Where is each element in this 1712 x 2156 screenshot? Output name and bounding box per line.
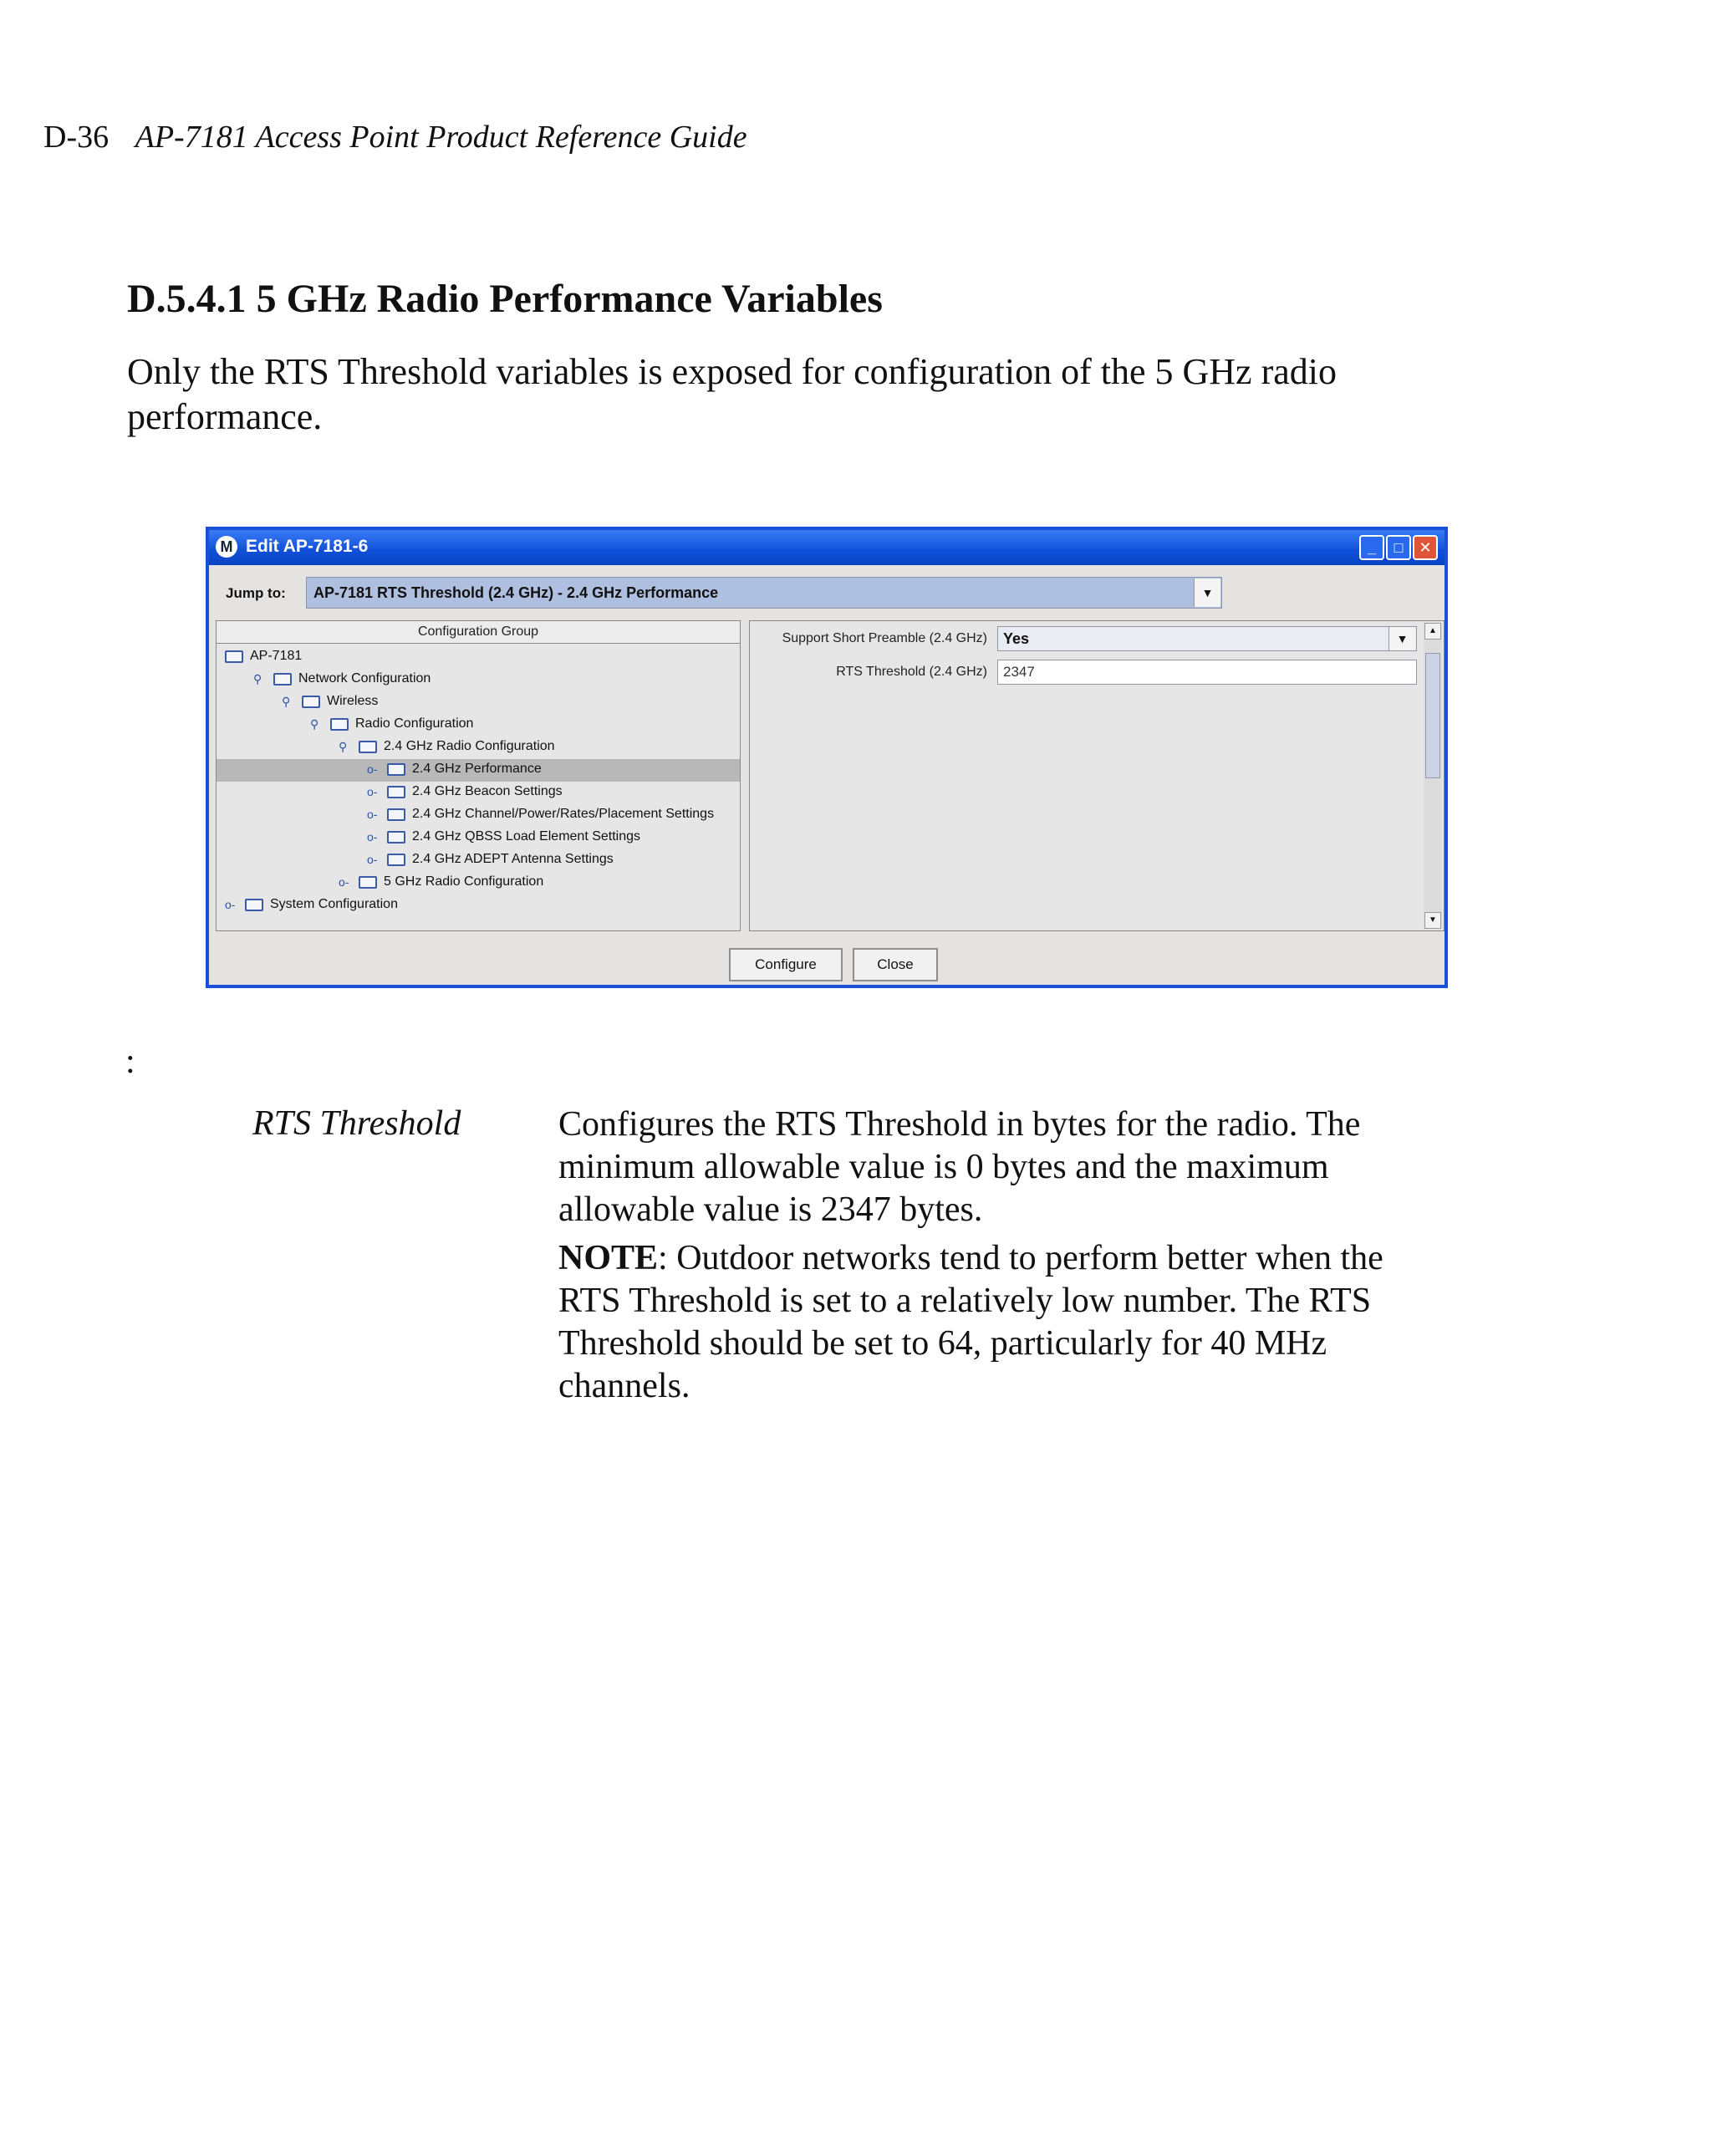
tree-node-label: AP-7181 xyxy=(250,649,303,663)
close-button[interactable]: Close xyxy=(853,948,938,981)
jump-to-select[interactable] xyxy=(306,577,1222,609)
tree-header: Configuration Group xyxy=(217,621,740,644)
tree-node[interactable] xyxy=(217,804,740,827)
preamble-label: Support Short Preamble (2.4 GHz) xyxy=(782,631,987,645)
tree-node[interactable] xyxy=(217,827,740,849)
tree-toggle-icon[interactable]: ⚲ xyxy=(253,672,262,686)
edit-dialog-screenshot xyxy=(206,527,1448,988)
definition-note xyxy=(558,1237,1428,1408)
tree-node-label: System Configuration xyxy=(270,897,398,911)
jump-to-label: Jump to: xyxy=(226,585,286,601)
folder-icon xyxy=(387,854,405,866)
motorola-logo-icon: M xyxy=(216,536,237,558)
folder-icon xyxy=(387,786,405,798)
tree-node-label: 2.4 GHz ADEPT Antenna Settings xyxy=(412,852,614,866)
note-text: : Outdoor networks tend to perform better when the RTS Threshold is set to a relatively low number. The RTS Threshold should be set to 64, particularly for 40 MHz channels. xyxy=(558,1239,1383,1405)
folder-icon xyxy=(387,763,405,776)
tree-node-label: 2.4 GHz Radio Configuration xyxy=(384,739,555,753)
properties-scrollbar[interactable] xyxy=(1424,623,1442,929)
tree-node-label: 2.4 GHz QBSS Load Element Settings xyxy=(412,829,641,844)
tree-node[interactable] xyxy=(217,737,740,759)
tree-node-label: Wireless xyxy=(327,694,379,708)
section-title: D.5.4.1 5 GHz Radio Performance Variables xyxy=(127,277,883,321)
close-icon[interactable]: ✕ xyxy=(1413,535,1438,560)
tree-node[interactable] xyxy=(217,669,740,691)
chevron-down-icon[interactable]: ▼ xyxy=(1388,627,1415,650)
scroll-thumb[interactable] xyxy=(1425,653,1440,778)
definition-description: Configures the RTS Threshold in bytes for the radio. The minimum allowable value is 0 bytes and the maximum allowable value is 2347 bytes. xyxy=(558,1105,1361,1229)
tree-node-label: 2.4 GHz Beacon Settings xyxy=(412,784,563,798)
folder-icon xyxy=(273,673,292,686)
properties-panel xyxy=(749,620,1444,931)
folder-icon xyxy=(330,718,349,731)
tree-node[interactable] xyxy=(217,714,740,737)
scroll-down-icon[interactable]: ▼ xyxy=(1424,912,1441,929)
chevron-down-icon[interactable]: ▼ xyxy=(1194,579,1220,607)
rts-threshold-input[interactable] xyxy=(997,660,1417,685)
folder-icon xyxy=(359,741,377,753)
tree-toggle-icon[interactable]: ⚲ xyxy=(282,695,291,708)
preamble-value: Yes xyxy=(1003,630,1030,647)
jump-to-value: AP-7181 RTS Threshold (2.4 GHz) - 2.4 GHz Performance xyxy=(313,584,719,601)
intro-paragraph: Only the RTS Threshold variables is exposed for configuration of the 5 GHz radio performance. xyxy=(127,351,1337,437)
tree-node[interactable] xyxy=(217,849,740,872)
folder-icon xyxy=(245,899,263,911)
tree-toggle-icon[interactable]: o- xyxy=(367,853,378,866)
tree-node-label: Network Configuration xyxy=(298,671,431,686)
tree-node[interactable] xyxy=(217,872,740,895)
tree-node-label: 2.4 GHz Performance xyxy=(412,762,542,776)
tree-node[interactable] xyxy=(217,895,740,917)
dialog-titlebar xyxy=(209,530,1444,565)
page-header xyxy=(43,119,747,155)
folder-icon xyxy=(387,808,405,821)
maximize-icon[interactable]: □ xyxy=(1386,535,1411,560)
folder-icon xyxy=(302,696,320,708)
tree-toggle-icon[interactable]: o- xyxy=(367,808,378,821)
tree-toggle-icon[interactable]: ⚲ xyxy=(310,717,319,731)
preamble-select[interactable] xyxy=(997,626,1417,651)
tree-toggle-icon[interactable]: o- xyxy=(367,830,378,844)
configure-button[interactable]: Configure xyxy=(729,948,843,981)
tree-node[interactable] xyxy=(217,691,740,714)
minimize-icon[interactable]: _ xyxy=(1359,535,1384,560)
note-label: NOTE xyxy=(558,1239,659,1277)
tree-toggle-icon[interactable]: o- xyxy=(367,762,378,776)
tree-node[interactable] xyxy=(217,782,740,804)
scroll-up-icon[interactable]: ▲ xyxy=(1424,623,1441,640)
guide-title: AP-7181 Access Point Product Reference Guide xyxy=(135,120,747,155)
tree-toggle-icon[interactable]: o- xyxy=(367,785,378,798)
tree-toggle-icon[interactable]: o- xyxy=(339,875,349,889)
tree-node-label: 2.4 GHz Channel/Power/Rates/Placement Settings xyxy=(412,807,715,821)
definition-term: RTS Threshold xyxy=(252,1104,461,1143)
tree-toggle-icon[interactable]: o- xyxy=(225,898,236,911)
tree-node[interactable] xyxy=(217,759,740,782)
tree-node[interactable] xyxy=(217,646,740,669)
page-number: D-36 xyxy=(43,120,110,155)
tree-node-label: 5 GHz Radio Configuration xyxy=(384,874,544,889)
tree-toggle-icon[interactable]: ⚲ xyxy=(339,740,348,753)
folder-icon xyxy=(359,876,377,889)
dialog-title: Edit AP-7181-6 xyxy=(246,537,369,556)
rts-threshold-label: RTS Threshold (2.4 GHz) xyxy=(836,665,987,679)
tree-node-label: Radio Configuration xyxy=(355,716,474,731)
folder-icon xyxy=(387,831,405,844)
folder-icon xyxy=(225,650,243,663)
colon-separator: : xyxy=(125,1042,135,1081)
configuration-tree xyxy=(216,620,741,931)
